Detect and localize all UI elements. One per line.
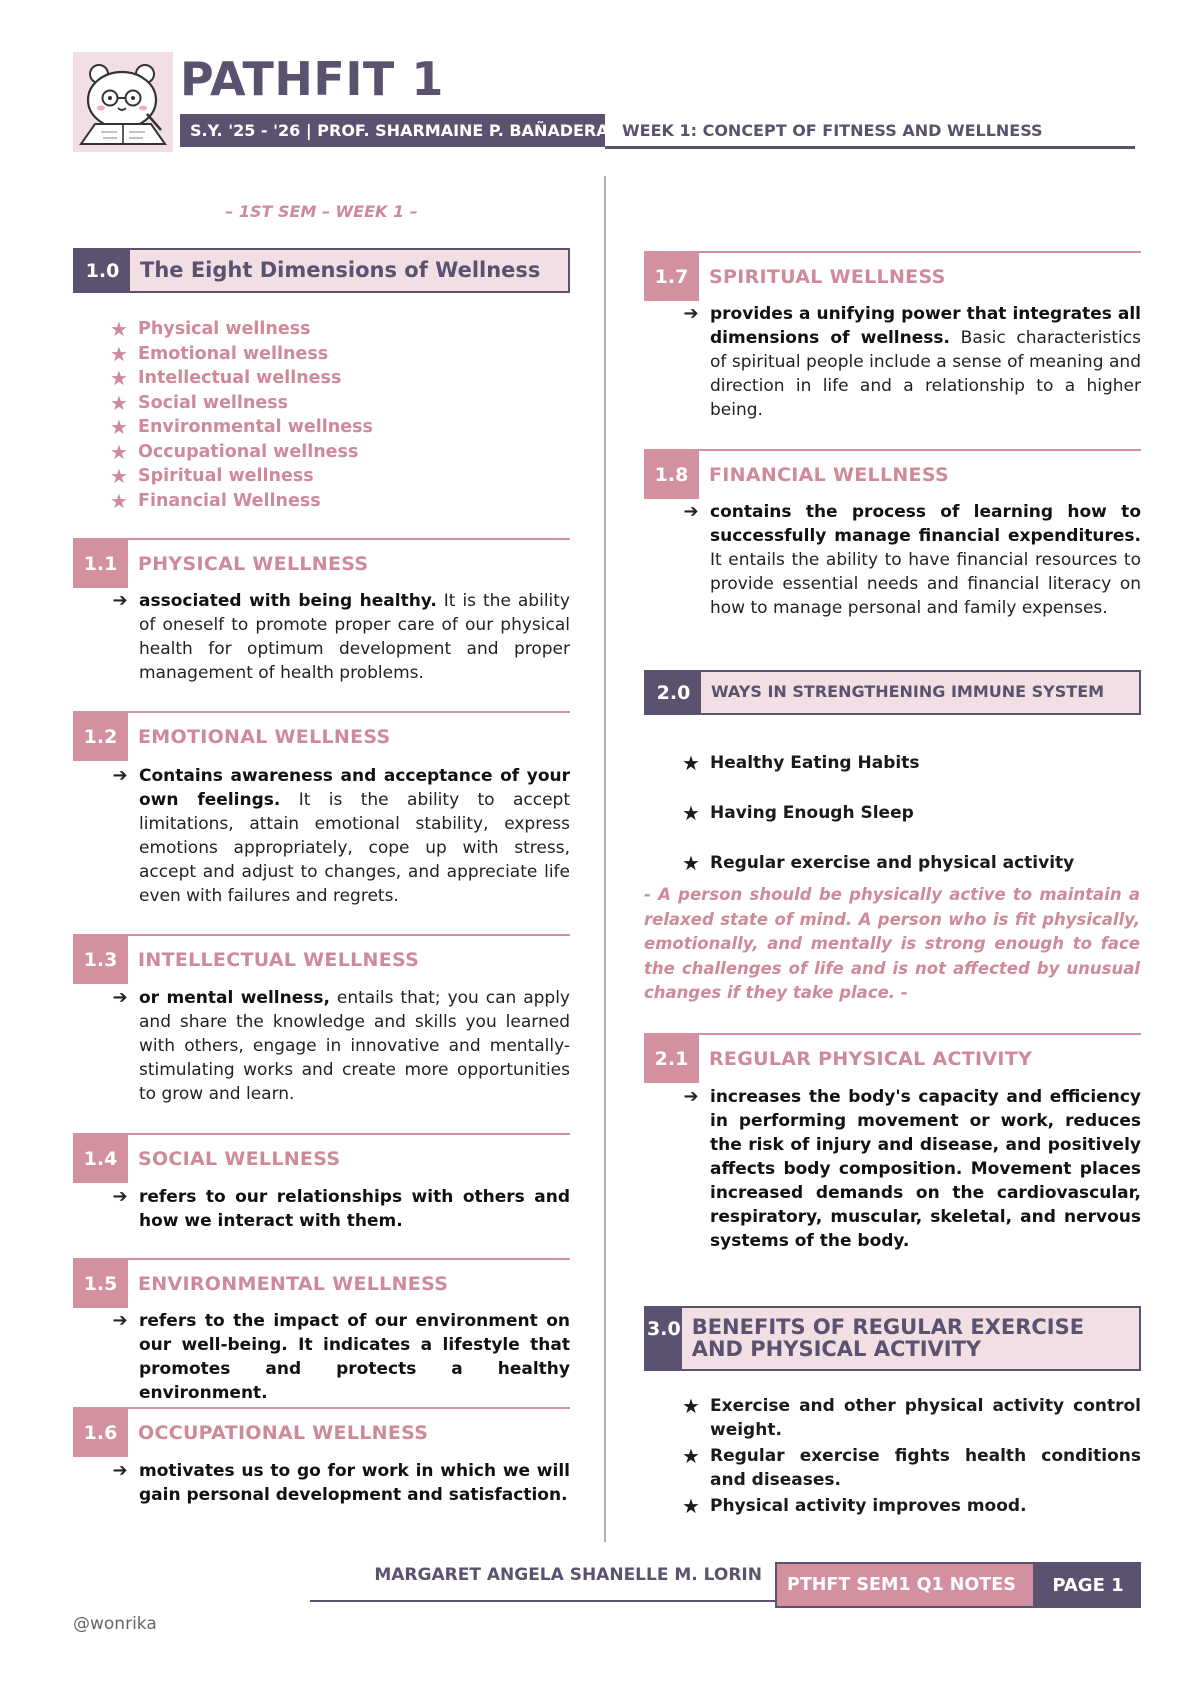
section-title: BENEFITS OF REGULAR EXERCISE AND PHYSICAL ACTIVITY (691, 1315, 1085, 1362)
section-1-8-body: ➔ contains the process of learning how to successfully manage financial expenditures. It entails the ability to have financial resources to provide essential needs and financial literacy on how to manage personal and family expenses. (672, 500, 1141, 620)
list-item: ★ Physical activity improves mood. (672, 1494, 1141, 1518)
section-title: PHYSICAL WELLNESS (138, 553, 369, 575)
author-name: MARGARET ANGELA SHANELLE M. LORIN (374, 1565, 762, 1585)
arrow-icon: ➔ (112, 987, 128, 1008)
list-item: ★ Regular exercise and physical activity (672, 838, 1074, 888)
semester-week-label: – 1ST SEM – WEEK 1 – (225, 202, 418, 221)
star-icon: ★ (110, 366, 128, 391)
star-icon: ★ (110, 488, 128, 513)
section-1-3-body: ➔ or mental wellness, entails that; you can apply and share the knowledge and skills you learned with others, engage in innovative and mentally-stimulating works and create more opportunities to grow and learn. (101, 986, 570, 1106)
list-item: ★ Exercise and other physical activity control weight. (672, 1394, 1141, 1442)
bear-mascot-icon (73, 52, 173, 152)
section-1-6-header (73, 1407, 570, 1457)
list-item: ★ Intellectual wellness (100, 366, 373, 391)
arrow-icon: ➔ (683, 303, 699, 324)
section-number: 1.1 (73, 540, 128, 588)
list-item: ★ Healthy Eating Habits (672, 738, 1074, 788)
section-number: 1.8 (644, 451, 699, 499)
star-icon: ★ (110, 390, 128, 415)
star-icon: ★ (682, 751, 700, 775)
author-handle: @wonrika (73, 1614, 157, 1634)
section-title: SPIRITUAL WELLNESS (709, 266, 946, 288)
list-item: ★ Physical wellness (100, 317, 373, 342)
dimensions-list (100, 317, 373, 513)
school-year-professor: S.Y. '25 - '26 | PROF. SHARMAINE P. BAÑADERA (180, 114, 605, 147)
section-number: 1.5 (73, 1260, 128, 1308)
section-1-0-header (73, 248, 570, 293)
avatar (73, 52, 173, 152)
section-1-7-header (644, 251, 1141, 301)
list-item: ★ Regular exercise fights health conditions and diseases. (672, 1444, 1141, 1492)
section-2-0-header (644, 670, 1141, 715)
section-1-2-body: ➔ Contains awareness and acceptance of your own feelings. It is the ability to accept limitations, attain emotional stability, express emotions appropriately, cope up with stress, accept and adjust to changes, and appreciate life even with failures and regrets. (101, 764, 570, 908)
star-icon: ★ (110, 341, 128, 366)
section-1-1-header (73, 538, 570, 588)
arrow-icon: ➔ (112, 1310, 128, 1331)
column-divider (604, 176, 606, 1542)
list-item: ★ Emotional wellness (100, 342, 373, 367)
section-1-1-body: ➔ associated with being healthy. It is the ability of oneself to promote proper care of our physical health for optimum development and proper management of health problems. (101, 589, 570, 685)
section-number: 2.1 (644, 1035, 699, 1083)
section-title: WAYS IN STRENGTHENING IMMUNE SYSTEM (711, 682, 1105, 702)
list-item: ★ Financial Wellness (100, 489, 373, 514)
section-1-8-header (644, 449, 1141, 499)
star-icon: ★ (110, 317, 128, 342)
list-item: ★ Social wellness (100, 391, 373, 416)
section-title: OCCUPATIONAL WELLNESS (138, 1422, 429, 1444)
star-icon: ★ (682, 801, 700, 825)
arrow-icon: ➔ (112, 1460, 128, 1481)
header-divider (605, 146, 1135, 149)
list-item: ★ Having Enough Sleep (672, 788, 1074, 838)
list-item: ★ Spiritual wellness (100, 464, 373, 489)
star-icon: ★ (110, 415, 128, 440)
notes-label: PTHFT SEM1 Q1 NOTES (775, 1562, 1035, 1608)
section-1-4-body: ➔ refers to our relationships with others and how we interact with them. (101, 1185, 570, 1233)
star-icon: ★ (682, 1394, 700, 1418)
arrow-icon: ➔ (683, 1086, 699, 1107)
section-1-5-header (73, 1258, 570, 1308)
section-1-3-header (73, 934, 570, 984)
section-title: REGULAR PHYSICAL ACTIVITY (709, 1048, 1033, 1070)
arrow-icon: ➔ (112, 1186, 128, 1207)
footer-divider (310, 1600, 775, 1602)
section-number: 3.0 (646, 1308, 682, 1369)
star-icon: ★ (110, 464, 128, 489)
section-1-4-header (73, 1133, 570, 1183)
section-3-0-header (644, 1306, 1141, 1371)
star-icon: ★ (110, 439, 128, 464)
section-title: The Eight Dimensions of Wellness (140, 258, 541, 283)
list-item: ★ Occupational wellness (100, 440, 373, 465)
arrow-icon: ➔ (112, 765, 128, 786)
section-number: 1.4 (73, 1135, 128, 1183)
section-title: INTELLECTUAL WELLNESS (138, 949, 420, 971)
section-title: ENVIRONMENTAL WELLNESS (138, 1273, 449, 1295)
section-1-7-body: ➔ provides a unifying power that integrates all dimensions of wellness. Basic characteristics of spiritual people include a sense of meaning and direction in life and a relationship to a higher being. (672, 302, 1141, 422)
section-2-1-body: ➔ increases the body's capacity and efficiency in performing movement or work, reduces the risk of injury and disease, and positively affects body composition. Movement places increased demands on the cardiovascular, respiratory, muscular, skeletal, and nervous systems of the body. (672, 1085, 1141, 1253)
star-icon: ★ (682, 851, 700, 875)
section-number: 1.6 (73, 1409, 128, 1457)
section-number: 1.2 (73, 713, 128, 761)
section-number: 1.7 (644, 253, 699, 301)
section-number: 1.3 (73, 936, 128, 984)
section-title: FINANCIAL WELLNESS (709, 464, 949, 486)
page-number: PAGE 1 (1035, 1562, 1141, 1608)
exercise-benefits-list (672, 1394, 1141, 1518)
page-title: PATHFIT 1 (180, 52, 444, 106)
section-title: SOCIAL WELLNESS (138, 1148, 341, 1170)
immune-system-list (672, 738, 1074, 888)
physical-activity-quote: - A person should be physically active to maintain a relaxed state of mind. A person who is fit physically, emotionally, and mentally is strong enough to face the challenges of life and is not affected by unusual changes if they take place. - (644, 885, 1140, 1002)
arrow-icon: ➔ (683, 501, 699, 522)
section-1-5-body: ➔ refers to the impact of our environment on our well-being. It indicates a lifestyle that promotes and protects a healthy environment. (101, 1309, 570, 1405)
section-number: 1.0 (75, 250, 130, 291)
section-1-6-body: ➔ motivates us to go for work in which we will gain personal development and satisfaction. (101, 1459, 570, 1507)
week-topic: WEEK 1: CONCEPT OF FITNESS AND WELLNESS (622, 121, 1043, 140)
section-title: EMOTIONAL WELLNESS (138, 726, 391, 748)
section-2-1-header (644, 1033, 1141, 1083)
star-icon: ★ (682, 1444, 700, 1468)
section-number: 2.0 (646, 672, 701, 713)
star-icon: ★ (682, 1494, 700, 1518)
list-item: ★ Environmental wellness (100, 415, 373, 440)
arrow-icon: ➔ (112, 590, 128, 611)
section-1-2-header (73, 711, 570, 761)
